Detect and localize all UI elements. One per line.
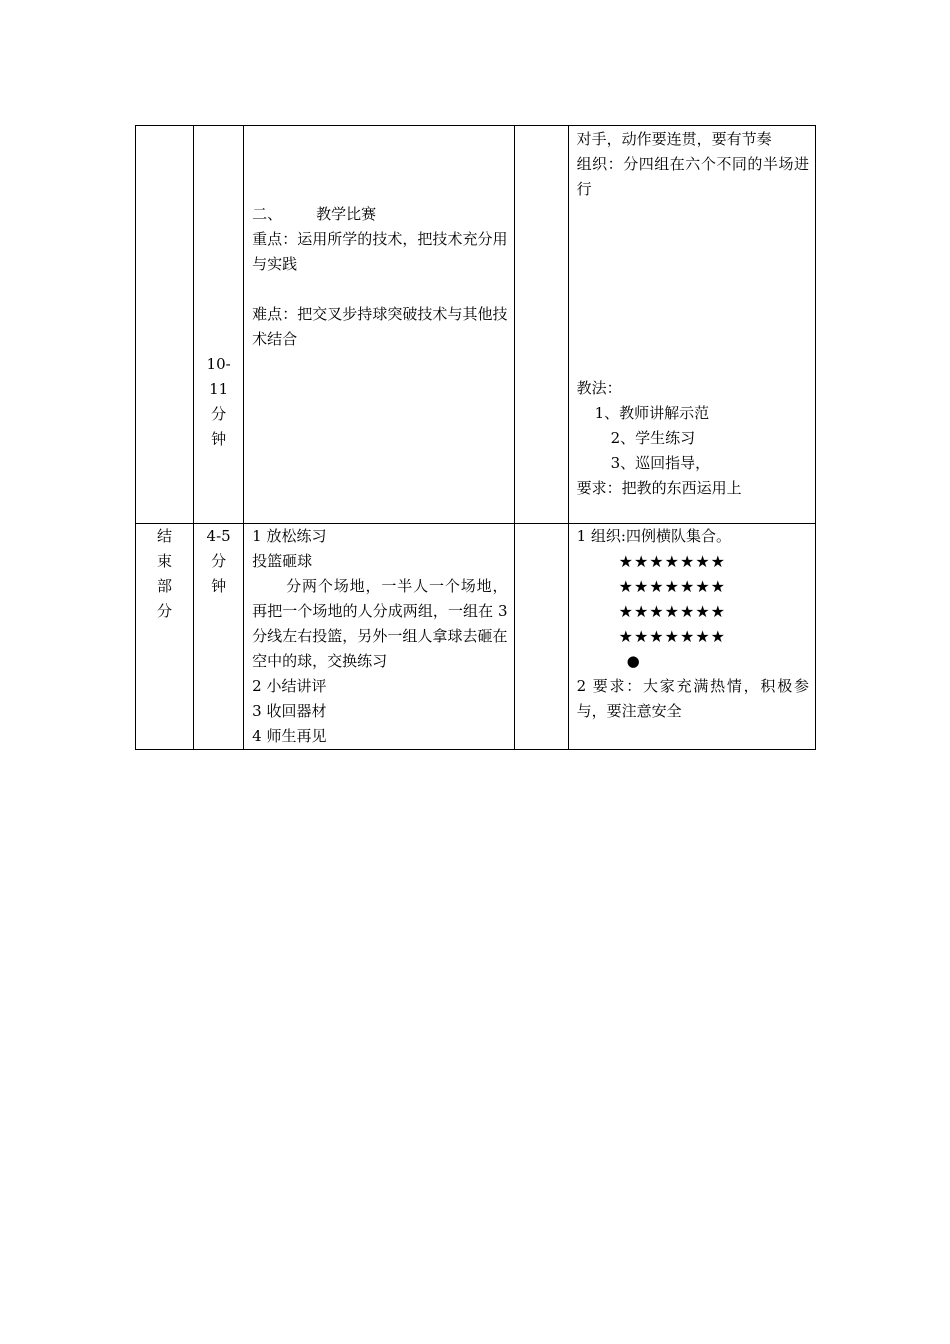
method-title: 教法：	[576, 379, 622, 397]
organization-cell	[568, 524, 815, 750]
requirement-text: 要求：把教的东西运用上	[576, 479, 742, 497]
org-text: 1 组织:四例横队集合。	[576, 527, 731, 545]
section-char: 束	[157, 552, 173, 570]
list-item: 4 师生再见	[252, 727, 327, 745]
lesson-plan-table	[135, 125, 816, 750]
item-description: 分两个场地，一半人一个场地，再把一个场地的人分成两组，一组在 3 分线左右投篮，另外一组人拿球去砸在空中的球，交换练习	[252, 577, 508, 670]
content-cell	[244, 524, 514, 750]
teacher-position-icon: ●	[626, 652, 640, 670]
section-title	[252, 202, 507, 227]
section-char: 结	[157, 527, 173, 545]
time-line: 10-	[206, 355, 231, 373]
time-line: 钟	[211, 577, 227, 595]
table-row	[136, 126, 816, 524]
notes-cell	[514, 524, 568, 750]
method-item: 3、巡回指导，	[610, 454, 711, 472]
time-line: 11	[209, 380, 229, 398]
time-cell	[194, 524, 244, 750]
section-cell	[136, 126, 194, 524]
difficulty-text: 难点：把交叉步持球突破技术与其他技术结合	[252, 305, 508, 348]
section-char: 部	[157, 577, 173, 595]
section-char: 分	[157, 602, 173, 620]
time-line: 4-5	[206, 527, 231, 545]
time-line: 分	[211, 552, 227, 570]
focus-text: 重点：运用所学的技术，把技术充分用与实践	[252, 230, 508, 273]
list-item: 2 小结讲评	[252, 677, 327, 695]
organization-cell	[568, 126, 815, 524]
time-line: 钟	[211, 430, 227, 448]
org-text: 对手，动作要连贯，要有节奏	[576, 130, 772, 148]
time-label	[194, 524, 243, 599]
title-number: 二、	[252, 205, 283, 223]
formation-row: ★★★★★★★	[618, 552, 727, 571]
content-cell	[244, 126, 514, 524]
formation-row: ★★★★★★★	[618, 577, 727, 596]
requirement-text: 2 要求：大家充满热情，积极参与，要注意安全	[576, 677, 809, 720]
list-item: 3 收回器材	[252, 702, 327, 720]
formation-row: ★★★★★★★	[618, 627, 727, 646]
org-text: 组织：分四组在六个不同的半场进行	[576, 155, 809, 198]
list-item: 1 放松练习	[252, 527, 327, 545]
method-item: 1、教师讲解示范	[594, 404, 710, 422]
time-label	[194, 352, 243, 452]
list-item: 投篮砸球	[252, 552, 313, 570]
notes-cell	[514, 126, 568, 524]
time-line: 分	[211, 405, 227, 423]
formation-row: ★★★★★★★	[618, 602, 727, 621]
section-cell	[136, 524, 194, 750]
section-label	[136, 524, 193, 624]
method-item: 2、学生练习	[610, 429, 696, 447]
title-text: 教学比赛	[316, 205, 377, 223]
time-cell	[194, 126, 244, 524]
table-row	[136, 524, 816, 750]
